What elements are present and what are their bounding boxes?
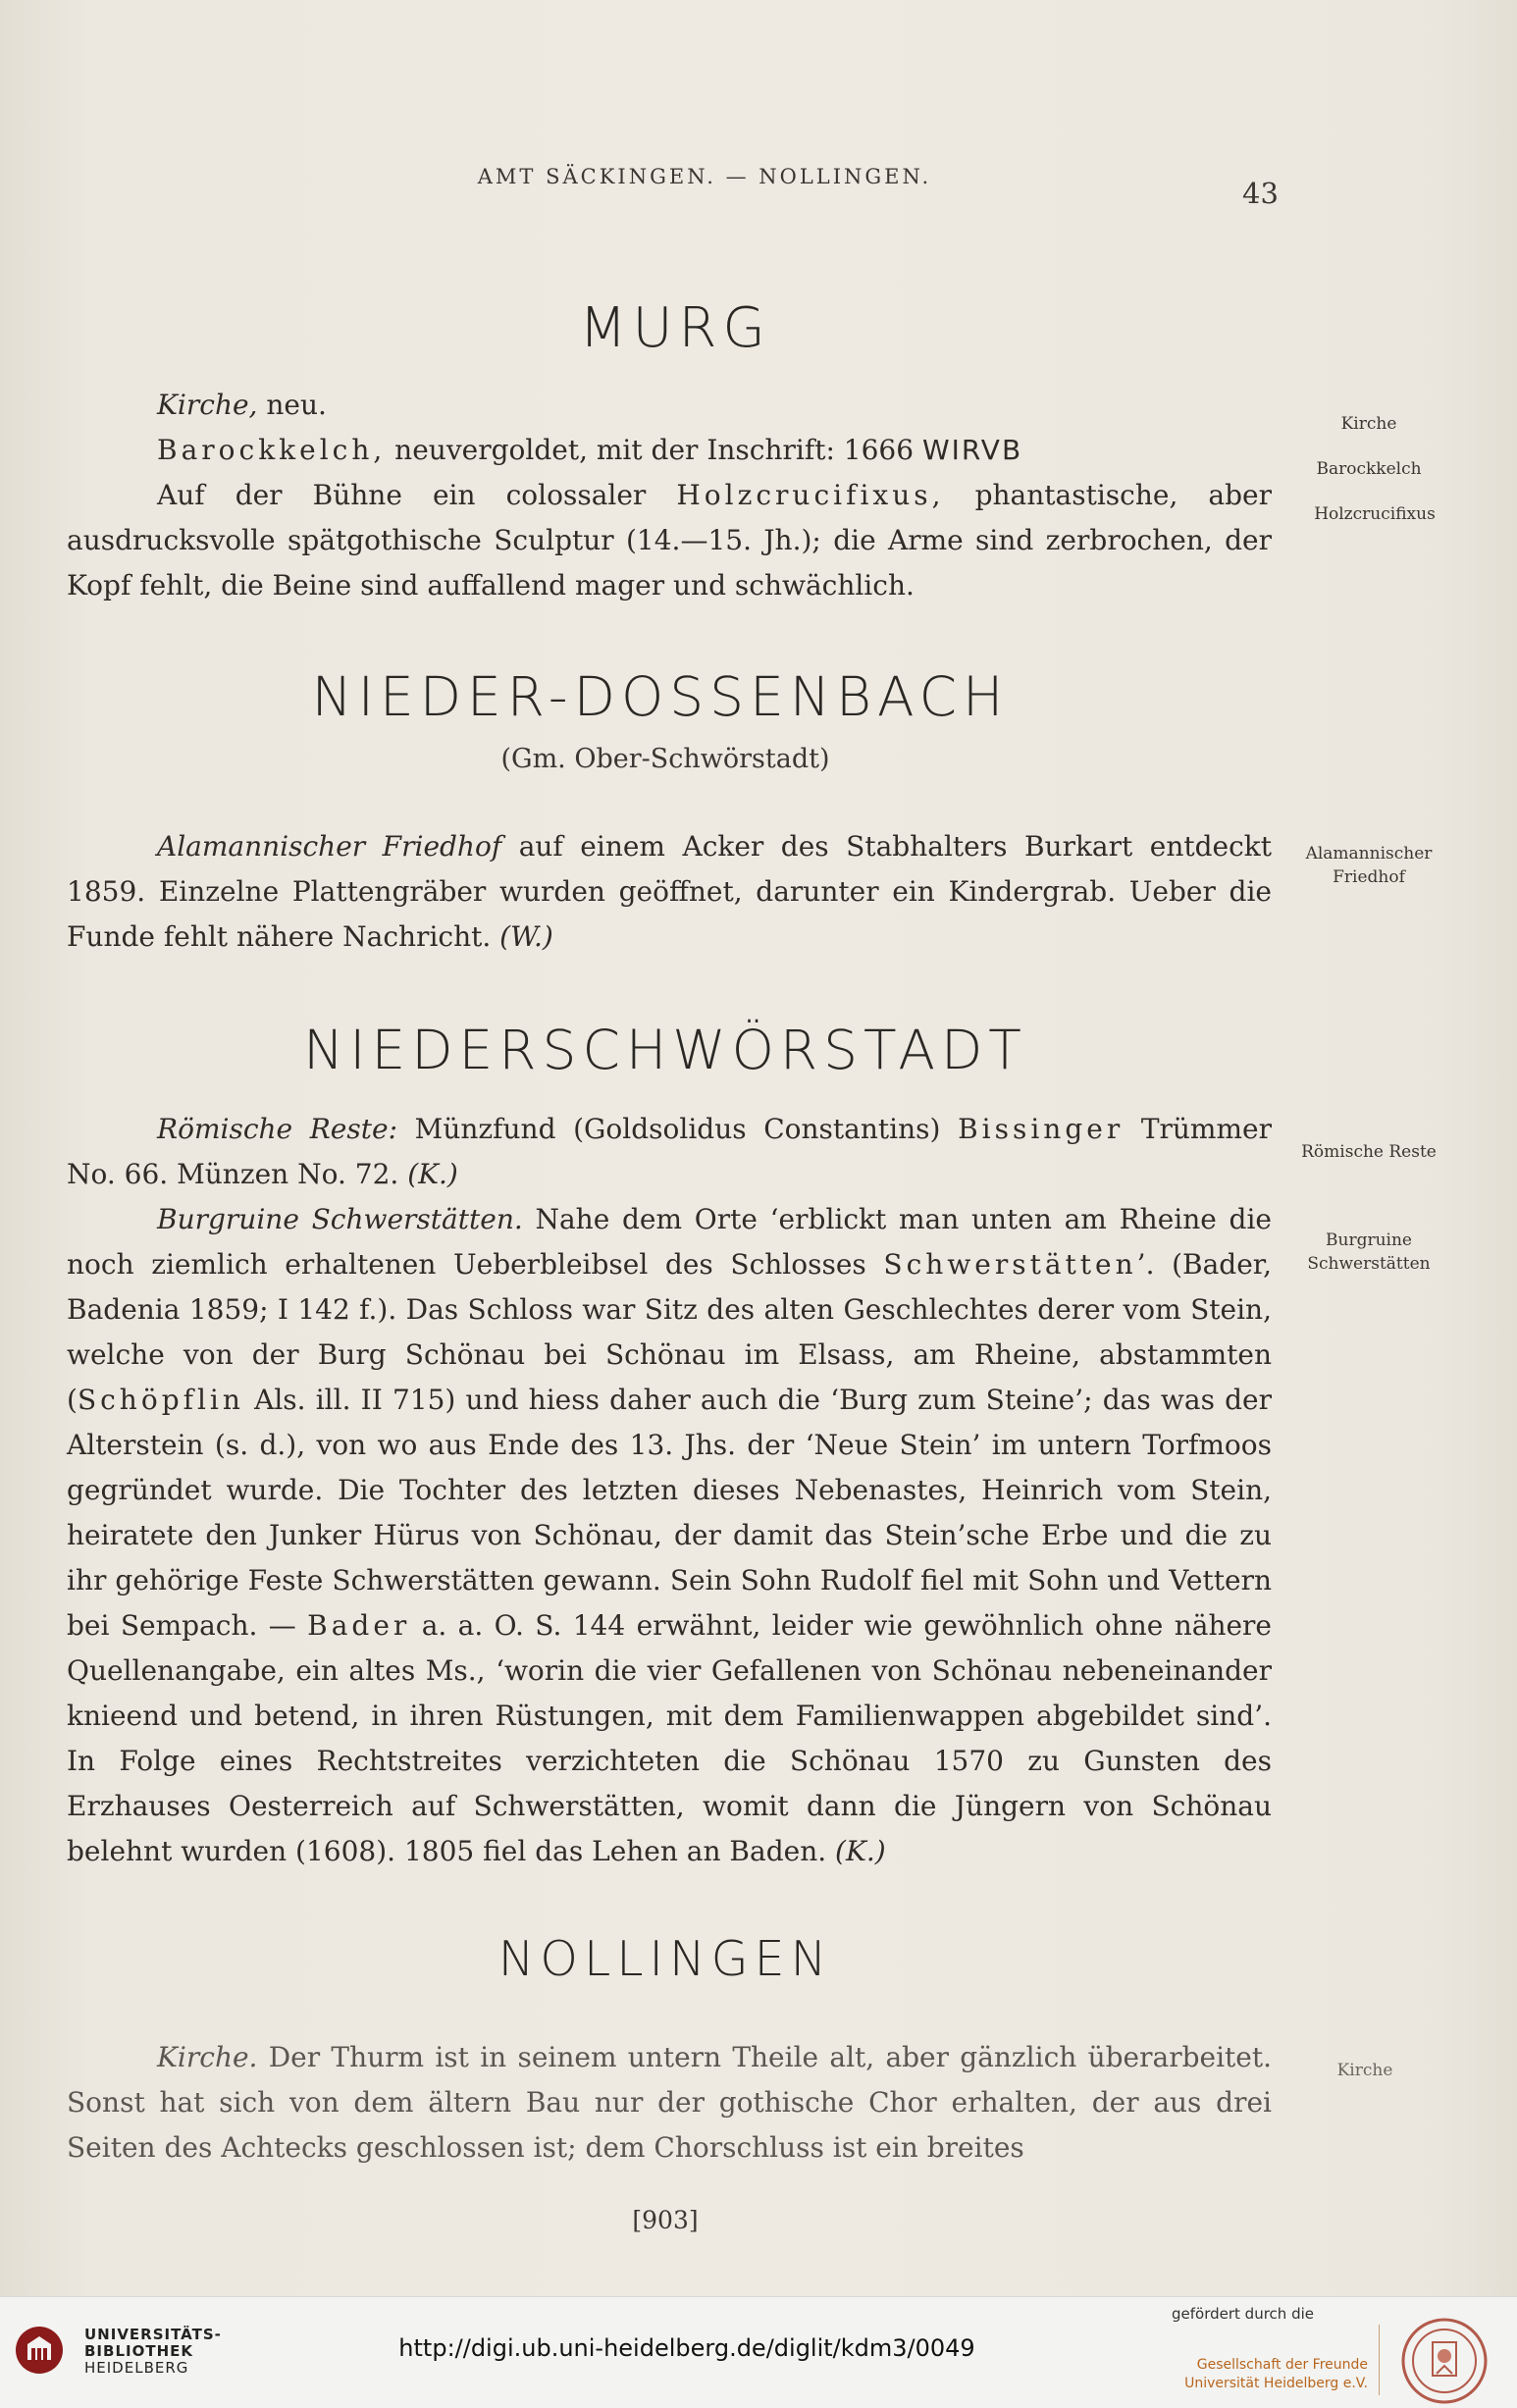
section-body-nollingen [67, 2035, 1272, 2171]
name: Bader [307, 1609, 411, 1642]
section-subheading: (Gm. Ober-Schwörstadt) [500, 744, 830, 774]
term: Kirche, [157, 389, 258, 421]
section-heading-nieder-dossenbach: NIEDER-DOSSENBACH [311, 665, 1010, 728]
margin-note-kirche: Kirche [1340, 414, 1397, 434]
margin-note-barockkelch: Barockkelch [1316, 459, 1422, 479]
margin-note-kirche-nollingen: Kirche [1336, 2061, 1393, 2080]
section-heading-nollingen: NOLLINGEN [497, 1931, 833, 1987]
term: Römische Reste: [157, 1113, 398, 1145]
sponsor-label: gefördert durch die [1172, 2305, 1314, 2323]
sponsor-name-line: Universität Heidelberg e.V. [1184, 2376, 1368, 2391]
permalink-url[interactable]: http://digi.ub.uni-heidelberg.de/diglit/kdm3/0049 [398, 2334, 975, 2362]
library-name-line: BIBLIOTHEK [84, 2342, 193, 2360]
university-seal-icon [1397, 2317, 1491, 2405]
text: ’. (Bader, Badenia 1859; I 142 f.). Das Schloss war Sitz des alten Geschlechtes derer vom Stein, welche von der Burg Schönau bei Schönau im Elsass, am Rheine, abstammten ( [67, 1248, 1272, 1416]
page-number: 43 [1242, 177, 1279, 210]
text: Trümmer No. 66. Münzen No. 72. [67, 1113, 1272, 1190]
inscription: WIRVB [921, 434, 1023, 466]
margin-note-roemische-reste: Römische Reste [1301, 1142, 1437, 1162]
divider [1379, 2325, 1380, 2395]
name: Schöpflin [77, 1384, 244, 1416]
text: neu. [257, 389, 327, 421]
term: Kirche. [157, 2041, 258, 2073]
text: neuvergoldet, mit der Inschrift: 1666 [386, 434, 922, 466]
text: phantastische, aber ausdrucksvolle spätgothische Sculptur (14.—15. Jh.); die Arme sind zerbrochen, der Kopf fehlt, die Beine sind auffallend mager und schwächlich. [67, 479, 1272, 602]
margin-note-holzcrucifixus: Holzcrucifixus [1314, 504, 1436, 524]
paragraph [67, 824, 1272, 960]
text: Münzfund (Goldsolidus Constantins) [397, 1113, 959, 1145]
author-signature: (K.) [407, 1158, 458, 1190]
section-body-murg [67, 383, 1272, 608]
text: a. a. O. S. 144 erwähnt, leider wie gewöhnlich ohne nähere Quellenangabe, ein altes Ms., ‘worin die vier Gefallenen von Schönau nebeneinander knieend und betend, in ihren Rüstungen, mit dem Familienwappen abgebildet sind’. In Folge eines Rechtstreites verzichteten die Schönau 1570 zu Gunsten des Erzhauses Oesterreich auf Schwerstätten, womit dann die Jüngern von Schönau belehnt wurden (1608). 1805 fiel das Lehen an Baden. [67, 1609, 1272, 1867]
library-name-line: UNIVERSITÄTS- [84, 2326, 222, 2343]
paragraph [67, 1107, 1272, 1197]
term: Alamannischer Friedhof [157, 830, 502, 863]
term: Barockkelch, [157, 434, 387, 466]
paragraph [67, 383, 1272, 428]
text: Auf der Bühne ein colossaler [157, 479, 677, 511]
section-body-niederschwoerstadt [67, 1107, 1272, 1874]
section-heading-murg: MURG [579, 296, 771, 360]
margin-note-friedhof: Friedhof [1333, 867, 1405, 887]
name: Schwerstätten [883, 1248, 1137, 1281]
name: Bissinger [958, 1113, 1125, 1145]
margin-note-alamannischer: Alamannischer [1305, 844, 1433, 864]
running-head [0, 165, 1517, 188]
running-title: AMT SÄCKINGEN. — NOLLINGEN. [477, 165, 932, 188]
paragraph [67, 473, 1272, 608]
author-signature: (K.) [835, 1835, 886, 1867]
text: Als. ill. II 715) und hiess daher auch die ‘Burg zum Steine’; das was der Alterstein (s. d.), von wo aus Ende des 13. Jhs. der ‘Neue Stein’ im untern Torfmoos gegründet wurde. Die Tochter des letzten dieses Nebenastes, Heinrich vom Stein, heiratete den Junker Hürus von Schönau, der damit das Stein’sche Erbe und die zu ihr gehörige Feste Schwerstätten gewann. Sein Sohn Rudolf fiel mit Sohn und Vettern bei Sempach. — [67, 1384, 1272, 1642]
paragraph [67, 1197, 1272, 1874]
sponsor-name[interactable] [1183, 2356, 1368, 2393]
section-heading-niederschwoerstadt: NIEDERSCHWÖRSTADT [303, 1019, 1027, 1081]
library-name-line: HEIDELBERG [84, 2359, 189, 2377]
section-body-nieder-dossenbach [67, 824, 1272, 960]
viewer-footer-bar [0, 2296, 1517, 2408]
margin-note-burgruine: Burgruine [1326, 1230, 1412, 1250]
paragraph [67, 428, 1272, 473]
paragraph [67, 2035, 1272, 2171]
term: Burgruine Schwerstätten. [157, 1203, 523, 1235]
text: Der Thurm ist in seinem untern Theile alt, aber gänzlich überarbeitet. Sonst hat sich von dem ältern Bau nur der gothische Chor erhalten, der aus drei Seiten des Achtecks geschlossen ist; dem Chorschluss ist ein breites [67, 2041, 1272, 2164]
library-logo-icon[interactable] [14, 2325, 65, 2376]
term: Holzcrucifixus, [676, 479, 945, 511]
text: Nahe dem Orte ‘erblickt man unten am Rheine die noch ziemlich erhaltenen Ueberbleibsel des Schlosses [67, 1203, 1272, 1281]
library-name [84, 2327, 222, 2377]
margin-note-schwerstaetten: Schwerstätten [1307, 1254, 1431, 1274]
text: auf einem Acker des Stabhalters Burkart entdeckt 1859. Einzelne Plattengräber wurden geöffnet, darunter ein Kindergrab. Ueber die Funde fehlt nähere Nachricht. [67, 830, 1273, 953]
printed-page-number: [903] [632, 2206, 699, 2234]
sponsor-name-line: Gesellschaft der Freunde [1196, 2357, 1368, 2373]
author-signature: (W.) [499, 920, 553, 953]
